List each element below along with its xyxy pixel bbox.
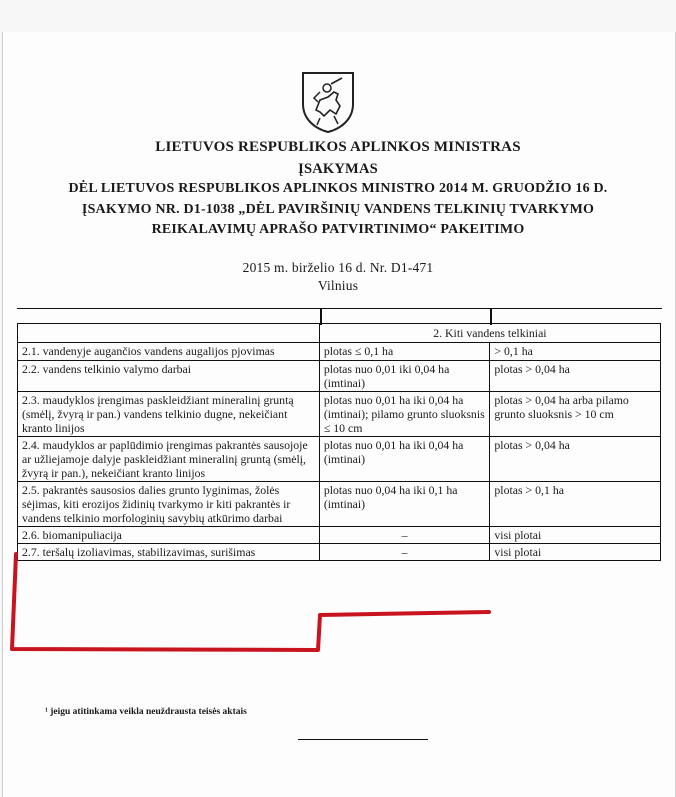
activity-cell: 2.7. teršalų izoliavimas, stabilizavimas, surišimas xyxy=(18,544,320,561)
footnote: ¹ jeigu atitinkama veikla neuždrausta teisės aktais xyxy=(45,707,247,717)
assessment-cell: visi plotai xyxy=(490,527,661,544)
order-city: Vilnius xyxy=(317,278,359,293)
requirements-table xyxy=(17,323,661,561)
footer-rule xyxy=(298,739,428,740)
table-row-highlighted xyxy=(18,482,661,527)
order-subject-line-1: DĖL LIETUVOS RESPUBLIKOS APLINKOS MINISTRO 2014 M. GRUODŽIO 16 D. xyxy=(68,181,608,196)
table-row xyxy=(18,392,661,437)
order-subject-line-3: REIKALAVIMŲ APRAŠO PATVIRTINIMO“ PAKEITIMO xyxy=(151,222,525,237)
threshold-cell: – xyxy=(319,544,490,561)
activity-cell: 2.1. vandenyje augančios vandens augalijos pjovimas xyxy=(18,343,320,361)
threshold-cell: plotas nuo 0,04 ha iki 0,1 ha (imtinai) xyxy=(319,482,490,527)
order-heading: ĮSAKYMAS xyxy=(298,161,378,177)
activity-cell: 2.2. vandens telkinio valymo darbai xyxy=(18,361,320,392)
table-row xyxy=(18,361,661,392)
assessment-cell: plotas > 0,04 ha xyxy=(490,437,661,482)
threshold-cell: plotas nuo 0,01 ha iki 0,04 ha (imtinai) xyxy=(319,437,490,482)
activity-cell: 2.6. biomanipuliacija xyxy=(18,527,320,544)
order-date: 2015 m. birželio 16 d. Nr. D1-471 xyxy=(242,260,434,275)
threshold-cell: – xyxy=(319,527,490,544)
table-row xyxy=(18,527,661,544)
activity-cell: 2.5. pakrantės sausosios dalies grunto lyginimas, žolės sėjimas, kiti erozijos židinių tvarkymo ir kiti pakrantės ir vandens telkinio morfologinių savybių atkūrimo darbai xyxy=(18,482,320,527)
coat-of-arms-icon xyxy=(300,70,356,134)
threshold-cell: plotas nuo 0,01 ha iki 0,04 ha (imtinai); pilamo grunto sluoksnis ≤ 10 cm xyxy=(319,392,490,437)
table-row xyxy=(18,437,661,482)
assessment-cell: plotas > 0,04 ha xyxy=(490,361,661,392)
order-subject-line-2: ĮSAKYMO NR. D1-1038 „DĖL PAVIRŠINIŲ VANDENS TELKINIŲ TVARKYMO xyxy=(81,202,595,217)
activity-cell: 2.4. maudyklos ar paplūdimio įrengimas pakrantės sausojoje ar užliejamoje dalyje paskleidžiant mineralinį gruntą (smėlį, žvyrą ir pan.), nekeičiant kranto linijos xyxy=(18,437,320,482)
table-section-row xyxy=(18,324,661,343)
assessment-cell: visi plotai xyxy=(490,544,661,561)
assessment-cell: > 0,1 ha xyxy=(490,343,661,361)
ministry-title: LIETUVOS RESPUBLIKOS APLINKOS MINISTRAS xyxy=(155,139,521,155)
threshold-cell: plotas nuo 0,01 iki 0,04 ha (imtinai) xyxy=(319,361,490,392)
threshold-cell: plotas ≤ 0,1 ha xyxy=(319,343,490,361)
table-row xyxy=(18,544,661,561)
activity-cell: 2.3. maudyklos įrengimas paskleidžiant mineralinį gruntą (smėlį, žvyrą ir pan.) vandens telkinio dugne, nekeičiant kranto linijos xyxy=(18,392,320,437)
assessment-cell: plotas > 0,1 ha xyxy=(490,482,661,527)
table-row xyxy=(18,343,661,361)
assessment-cell: plotas > 0,04 ha arba pilamo grunto sluoksnis > 10 cm xyxy=(490,392,661,437)
section-title: 2. Kiti vandens telkiniai xyxy=(319,324,660,343)
